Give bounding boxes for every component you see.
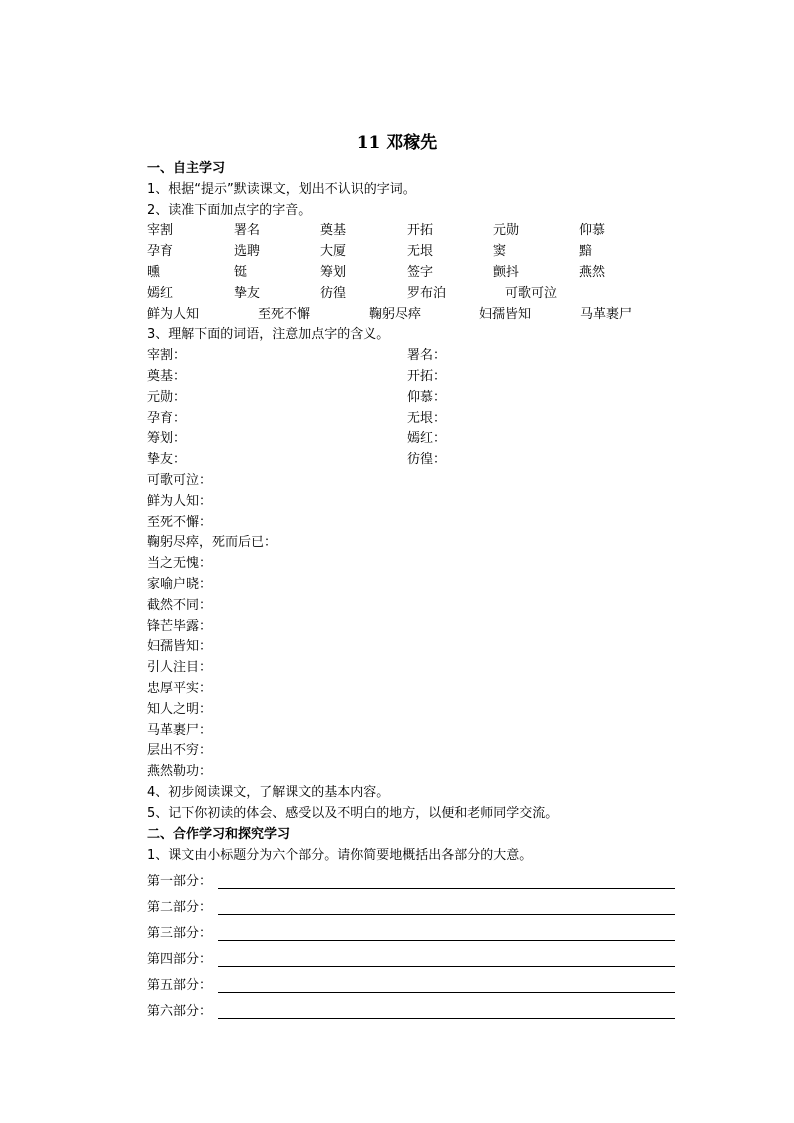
pron-word: 开拓 bbox=[407, 223, 434, 238]
term-label: 家喻户晓： bbox=[147, 577, 213, 592]
term-label: 层出不穷： bbox=[147, 743, 213, 758]
term-label: 署名： bbox=[407, 348, 447, 363]
pron-word: 宰割 bbox=[147, 223, 174, 238]
term-label: 鲜为人知： bbox=[147, 494, 213, 509]
section2-question-1: 1、课文由小标题分为六个部分。请你简要地概括出各部分的大意。 bbox=[147, 848, 533, 863]
term-label: 截然不同： bbox=[147, 598, 213, 613]
question-4: 4、初步阅读课文，了解课文的基本内容。 bbox=[147, 785, 390, 800]
pron-word: 鞠躬尽瘁 bbox=[369, 307, 422, 322]
part-label: 第二部分： bbox=[147, 900, 213, 915]
term-label: 宰割： bbox=[147, 348, 187, 363]
pron-word: 马革裹尸 bbox=[580, 307, 633, 322]
term-label: 马革裹尸： bbox=[147, 723, 213, 738]
answer-line[interactable] bbox=[218, 966, 675, 967]
part-label: 第五部分： bbox=[147, 978, 213, 993]
answer-row-part-4 bbox=[147, 950, 675, 970]
term-label: 仰慕： bbox=[407, 390, 447, 405]
term-label: 孕育： bbox=[147, 411, 187, 426]
pron-word: 颤抖 bbox=[493, 265, 520, 280]
term-label: 知人之明： bbox=[147, 702, 213, 717]
pron-word: 筹划 bbox=[320, 265, 347, 280]
question-1: 1、根据“提示”默读课文，划出不认识的字词。 bbox=[147, 182, 416, 197]
pron-word: 签字 bbox=[407, 265, 434, 280]
pron-word: 奠基 bbox=[320, 223, 347, 238]
pron-word: 元勋 bbox=[493, 223, 520, 238]
page-title: 11 邓稼先 bbox=[356, 133, 438, 153]
answer-row-part-5 bbox=[147, 976, 675, 996]
pron-word: 选聘 bbox=[234, 244, 261, 259]
part-label: 第三部分： bbox=[147, 926, 213, 941]
part-label: 第一部分： bbox=[147, 874, 213, 889]
question-3: 3、理解下面的词语，注意加点字的含义。 bbox=[147, 327, 390, 342]
term-label: 彷徨： bbox=[407, 452, 447, 467]
answer-row-part-6 bbox=[147, 1002, 675, 1022]
term-label: 锋芒毕露： bbox=[147, 619, 213, 634]
term-label: 妇孺皆知： bbox=[147, 639, 213, 654]
term-label: 引人注目： bbox=[147, 660, 213, 675]
pron-word: 彷徨 bbox=[320, 286, 347, 301]
pron-word: 铤 bbox=[234, 265, 248, 280]
term-label: 奠基： bbox=[147, 369, 187, 384]
pron-word: 可歌可泣 bbox=[505, 286, 558, 301]
pron-word: 燕然 bbox=[579, 265, 606, 280]
answer-row-part-3 bbox=[147, 924, 675, 944]
term-label: 元勋： bbox=[147, 390, 187, 405]
answer-line[interactable] bbox=[218, 992, 675, 993]
question-2: 2、读准下面加点字的字音。 bbox=[147, 203, 312, 218]
term-label: 嫣红： bbox=[407, 431, 447, 446]
answer-line[interactable] bbox=[218, 940, 675, 941]
pron-word: 孕育 bbox=[147, 244, 174, 259]
term-label: 忠厚平实： bbox=[147, 681, 213, 696]
pron-word: 挚友 bbox=[234, 286, 261, 301]
term-label: 筹划： bbox=[147, 431, 187, 446]
term-label: 燕然勒功： bbox=[147, 764, 213, 779]
answer-row-part-1 bbox=[147, 872, 675, 892]
pron-word: 罗布泊 bbox=[407, 286, 447, 301]
term-label: 当之无愧： bbox=[147, 556, 213, 571]
term-label: 开拓： bbox=[407, 369, 447, 384]
pron-word: 黯 bbox=[579, 244, 593, 259]
term-label: 鞠躬尽瘁，死而后已： bbox=[147, 535, 278, 550]
pron-word: 仰慕 bbox=[579, 223, 606, 238]
term-label: 至死不懈： bbox=[147, 515, 213, 530]
section1-heading: 一、自主学习 bbox=[147, 161, 226, 176]
pron-word: 窦 bbox=[493, 244, 507, 259]
term-label: 无垠： bbox=[407, 411, 447, 426]
answer-line[interactable] bbox=[218, 914, 675, 915]
pron-word: 鲜为人知 bbox=[147, 307, 200, 322]
question-5: 5、记下你初读的体会、感受以及不明白的地方，以便和老师同学交流。 bbox=[147, 806, 559, 821]
part-label: 第六部分： bbox=[147, 1004, 213, 1019]
pron-word: 至死不懈 bbox=[258, 307, 311, 322]
pron-word: 曛 bbox=[147, 265, 161, 280]
answer-line[interactable] bbox=[218, 1018, 675, 1019]
pron-word: 无垠 bbox=[407, 244, 434, 259]
pron-word: 大厦 bbox=[320, 244, 347, 259]
answer-line[interactable] bbox=[218, 888, 675, 889]
part-label: 第四部分： bbox=[147, 952, 213, 967]
pron-word: 妇孺皆知 bbox=[479, 307, 532, 322]
pron-word: 嫣红 bbox=[147, 286, 174, 301]
pron-word: 署名 bbox=[234, 223, 261, 238]
term-label: 挚友： bbox=[147, 452, 187, 467]
answer-row-part-2 bbox=[147, 898, 675, 918]
term-label: 可歌可泣： bbox=[147, 473, 213, 488]
section2-heading: 二、合作学习和探究学习 bbox=[147, 827, 291, 842]
